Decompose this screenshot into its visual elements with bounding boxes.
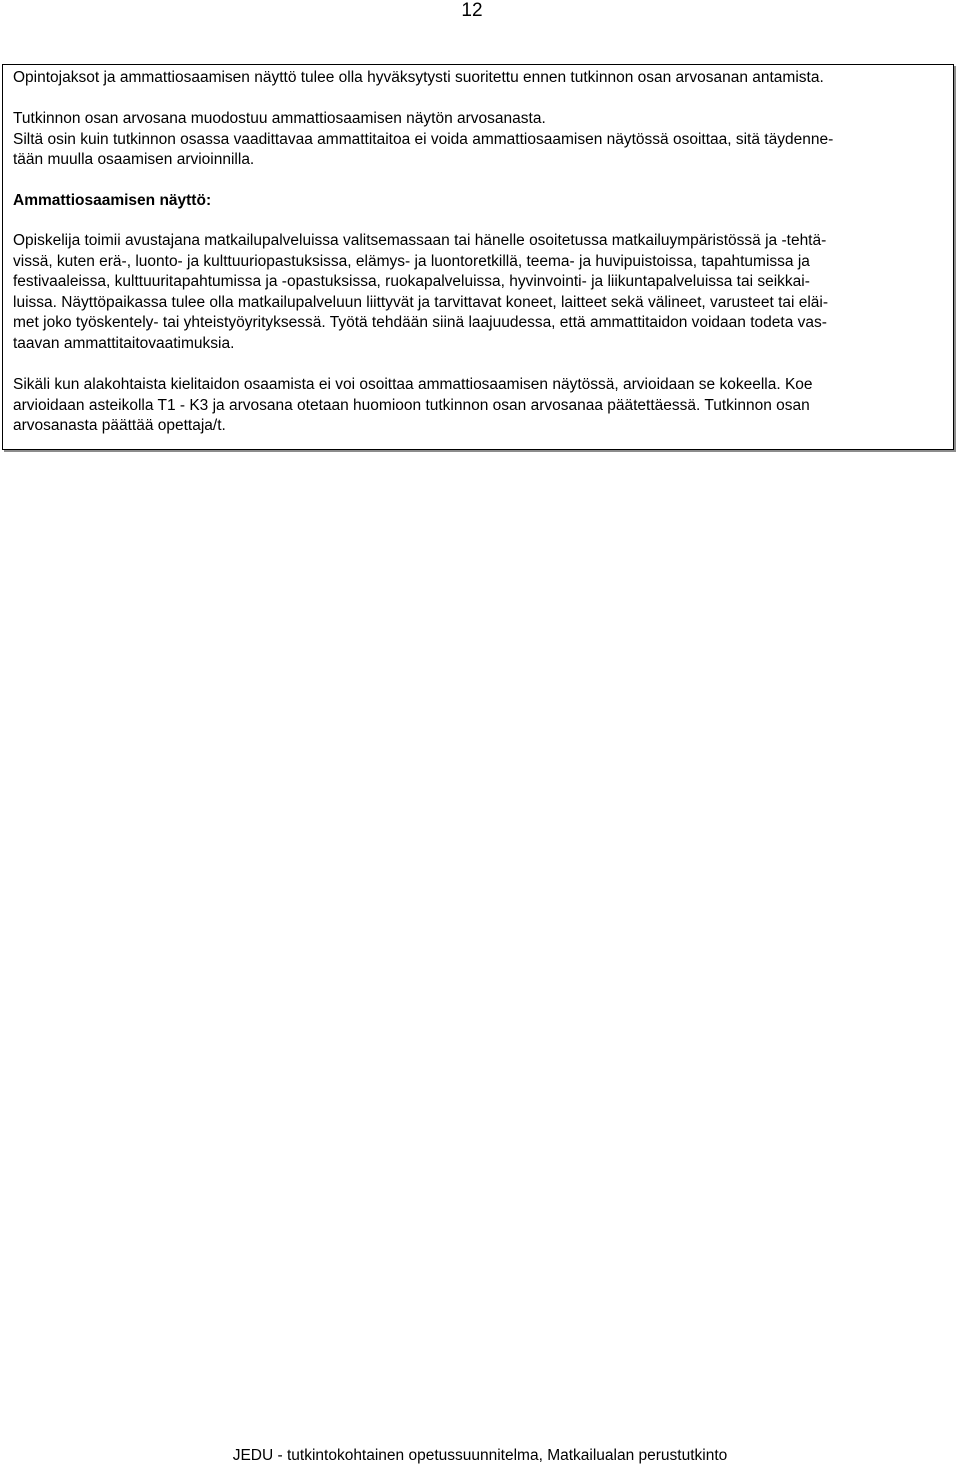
page-number: 12	[461, 0, 483, 21]
text-line: arvioidaan asteikolla T1 - K3 ja arvosana otetaan huomioon tutkinnon osan arvosanaa päätettäessä. Tutkinnon osan	[13, 396, 810, 414]
text-line: festivaaleissa, kulttuuritapahtumissa ja -opastuksissa, ruokapalveluissa, hyvinvointi- ja liikuntapalveluissa tai seikkai-	[13, 273, 810, 290]
text-line: Opintojaksot ja ammattiosaamisen näyttö tulee olla hyväksytysti suoritettu ennen tutkinnon osan arvosanan antamista.	[13, 69, 824, 86]
text-line: taavan ammattitaitovaatimuksia.	[13, 334, 235, 352]
text-line: tään muulla osaamisen arvioinnilla.	[13, 151, 255, 168]
text-line: Opiskelija toimii avustajana matkailupalveluissa valitsemassaan tai hänelle osoitetussa matkailuympäristössä ja -tehtä-	[13, 232, 827, 249]
section-heading: Ammattiosaamisen näyttö:	[13, 191, 212, 209]
paragraph-completion-requirement	[13, 68, 943, 89]
paragraph-grade-formation	[13, 109, 943, 171]
page-footer: JEDU - tutkintokohtainen opetussuunnitelma, Matkailualan perustutkinto	[232, 1447, 728, 1464]
text-line: luissa. Näyttöpaikassa tulee olla matkailupalveluun liittyvät ja tarvittavat koneet, laitteet sekä välineet, varusteet tai eläi-	[13, 293, 829, 311]
text-line: arvosanasta päättää opettaja/t.	[13, 417, 226, 434]
text-line: vissä, kuten erä-, luonto- ja kulttuuriopastuksissa, elämys- ja luontoretkillä, teema- ja huvipuistoissa, tapahtumissa ja	[13, 252, 810, 270]
text-line: Sikäli kun alakohtaista kielitaidon osaamista ei voi osoittaa ammattiosaamisen näytössä, arvioidaan se kokeella. Koe	[13, 376, 813, 393]
box-text	[13, 68, 943, 437]
paragraph-demonstration	[13, 231, 943, 354]
paragraph-language-skills	[13, 375, 943, 437]
text-line: Siltä osin kuin tutkinnon osassa vaadittavaa ammattitaitoa ei voida ammattiosaamisen näytössä osoittaa, sitä täydenne-	[13, 130, 834, 148]
content-box	[2, 64, 954, 450]
text-line: Tutkinnon osan arvosana muodostuu ammattiosaamisen näytön arvosanasta.	[13, 110, 546, 127]
text-line: met joko työskentely- tai yhteistyöyrityksessä. Työtä tehdään siinä laajuudessa, että ammattitaidon voidaan todeta vas-	[13, 314, 827, 331]
